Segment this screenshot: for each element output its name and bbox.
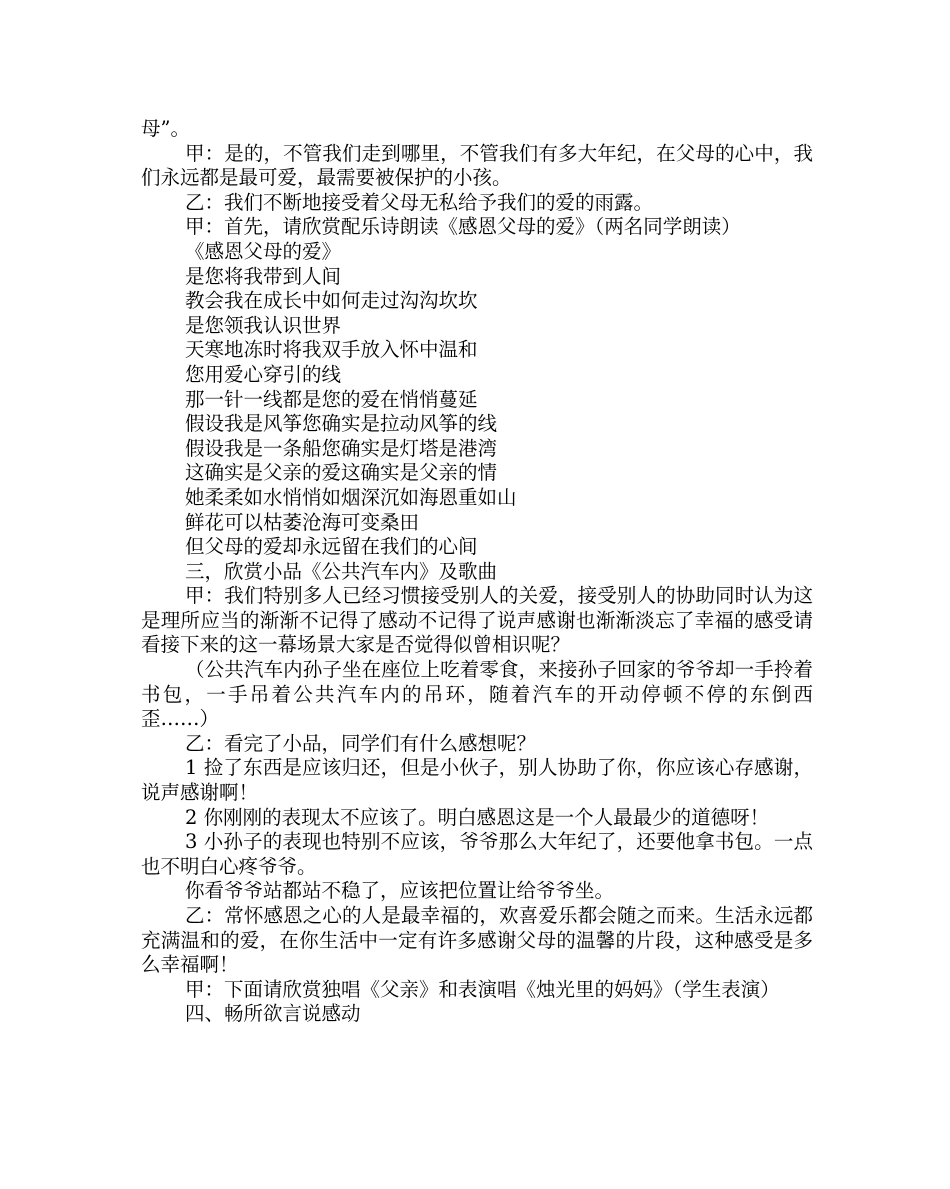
paragraph: 3 小孙子的表现也特别不应该，爷爷那么大年纪了，还要他拿书包。一点也不明白心疼爷爷。 [141,830,813,878]
poem-line: 但父母的爱却永远留在我们的心间 [185,535,478,559]
poem-line: 她柔柔如水悄悄如烟深沉如海恩重如山 [185,485,517,509]
paragraph: 乙：常怀感恩之心的人是最幸福的，欢喜爱乐都会随之而来。生活永远都充满温和的爱，在你生活中一定有许多感谢父母的温馨的片段，这种感受是多么幸福啊！ [141,904,813,977]
poem-line: 这确实是父亲的爱这确实是父亲的情 [185,461,498,485]
poem-line: 是您领我认识世界 [185,313,342,337]
poem-line: 是您将我带到人间 [185,264,342,288]
paragraph: 乙：我们不断地接受着父母无私给予我们的爱的雨露。 [185,190,654,214]
paragraph: 甲：下面请欣赏独唱《父亲》和表演唱《烛光里的妈妈》（学生表演） [185,977,780,1001]
paragraph: 甲：是的，不管我们走到哪里，不管我们有多大年纪，在父母的心中，我们永远都是最可爱，最需要被保护的小孩。 [141,141,813,190]
poem-line: 天寒地冻时将我双手放入怀中温和 [185,338,478,362]
paragraph: 甲：我们特别多人已经习惯接受别人的关爱，接受别人的协助同时认为这是理所应当的渐渐不记得了感动不记得了说声感谢也渐渐淡忘了幸福的感受请看接下来的这一幕场景大家是否觉得似曾相识呢？ [141,584,813,657]
paragraph: 1 捡了东西是应该归还，但是小伙子，别人协助了你，你应该心存感谢，说声感谢啊！ [141,756,813,805]
poem-title: 《感恩父母的爱》 [185,239,342,263]
section-heading: 三，欣赏小品《公共汽车内》及歌曲 [185,559,498,583]
poem-line: 教会我在成长中如何走过沟沟坎坎 [185,289,478,313]
paragraph: （公共汽车内孙子坐在座位上吃着零食，来接孙子回家的爷爷却一手拎着书包，一手吊着公共汽车内的吊环，随着汽车的开动停顿不停的东倒西歪……） [141,658,813,731]
paragraph: 甲：首先，请欣赏配乐诗朗读《感恩父母的爱》（两名同学朗读） [185,215,741,239]
paragraph: 母”。 [141,117,190,140]
poem-line: 那一针一线都是您的爱在悄悄蔓延 [185,387,478,411]
poem-line: 鲜花可以枯萎沧海可变桑田 [185,510,420,534]
paragraph: 2 你刚刚的表现太不应该了。明白感恩这是一个人最最少的道德呀！ [185,805,770,829]
document-page [141,117,813,1027]
poem-line: 假设我是一条船您确实是灯塔是港湾 [185,436,498,460]
poem-line: 您用爱心穿引的线 [185,362,342,386]
paragraph: 乙：看完了小品，同学们有什么感想呢？ [185,731,537,755]
poem-line: 假设我是风筝您确实是拉动风筝的线 [185,412,498,436]
paragraph: 你看爷爷站都站不稳了，应该把位置让给爷爷坐。 [185,879,615,903]
section-heading: 四、畅所欲言说感动 [185,1002,361,1026]
